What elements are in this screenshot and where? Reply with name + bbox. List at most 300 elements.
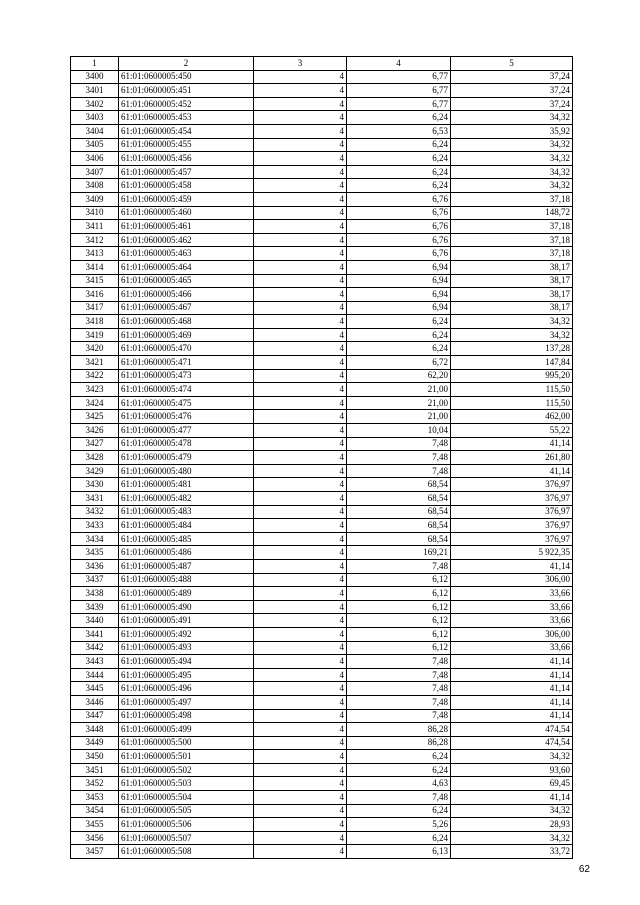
table-cell-col-4: 6,76: [347, 233, 451, 247]
table-cell-col-5: 37,18: [451, 220, 573, 234]
table-cell-col-1: 3455: [71, 818, 119, 832]
table-cell-col-3: 4: [254, 573, 347, 587]
table-cell-col-4: 7,48: [347, 791, 451, 805]
table-cell-col-5: 34,32: [451, 328, 573, 342]
table-cell-col-4: 7,48: [347, 451, 451, 465]
table-cell-col-3: 4: [254, 274, 347, 288]
table-cell-col-5: 376,97: [451, 505, 573, 519]
table-cell-col-4: 6,24: [347, 315, 451, 329]
table-cell-col-5: 38,17: [451, 301, 573, 315]
table-cell-col-2: 61:01:0600005:451: [119, 84, 254, 98]
table-cell-col-2: 61:01:0600005:465: [119, 274, 254, 288]
table-cell-col-1: 3410: [71, 206, 119, 220]
table-cell-col-4: 6,94: [347, 288, 451, 302]
table-row: [71, 179, 573, 193]
table-cell-col-2: 61:01:0600005:457: [119, 165, 254, 179]
table-cell-col-5: 147,84: [451, 356, 573, 370]
table-cell-col-2: 61:01:0600005:502: [119, 763, 254, 777]
table-cell-col-2: 61:01:0600005:505: [119, 804, 254, 818]
table-cell-col-2: 61:01:0600005:484: [119, 519, 254, 533]
table-cell-col-3: 4: [254, 532, 347, 546]
table-cell-col-1: 3430: [71, 478, 119, 492]
table-cell-col-5: 41,14: [451, 709, 573, 723]
table-cell-col-4: 4,63: [347, 777, 451, 791]
table-cell-col-5: 34,32: [451, 152, 573, 166]
table-cell-col-3: 4: [254, 396, 347, 410]
table-cell-col-4: 6,24: [347, 804, 451, 818]
table-cell-col-1: 3457: [71, 845, 119, 859]
table-cell-col-3: 4: [254, 682, 347, 696]
table-cell-col-5: 37,18: [451, 192, 573, 206]
table-cell-col-2: 61:01:0600005:478: [119, 437, 254, 451]
table-cell-col-2: 61:01:0600005:496: [119, 682, 254, 696]
table-cell-col-4: 6,77: [347, 84, 451, 98]
table-cell-col-4: 6,94: [347, 301, 451, 315]
table-cell-col-1: 3420: [71, 342, 119, 356]
table-cell-col-3: 4: [254, 763, 347, 777]
table-row: [71, 274, 573, 288]
table-cell-col-4: 5,26: [347, 818, 451, 832]
table-cell-col-3: 4: [254, 247, 347, 261]
table-cell-col-5: 34,32: [451, 165, 573, 179]
table-cell-col-1: 3423: [71, 383, 119, 397]
table-cell-col-1: 3421: [71, 356, 119, 370]
table-cell-col-3: 4: [254, 206, 347, 220]
table-row: [71, 736, 573, 750]
table-cell-col-2: 61:01:0600005:506: [119, 818, 254, 832]
table-cell-col-2: 61:01:0600005:469: [119, 328, 254, 342]
table-row: [71, 328, 573, 342]
table-cell-col-1: 3413: [71, 247, 119, 261]
table-row: [71, 206, 573, 220]
table-cell-col-3: 4: [254, 505, 347, 519]
table-row: [71, 260, 573, 274]
table-row: [71, 627, 573, 641]
table-cell-col-2: 61:01:0600005:483: [119, 505, 254, 519]
table-cell-col-3: 4: [254, 478, 347, 492]
table-cell-col-4: 21,00: [347, 396, 451, 410]
table-cell-col-4: 6,24: [347, 138, 451, 152]
table-cell-col-4: 7,48: [347, 709, 451, 723]
table-row: [71, 505, 573, 519]
table-header-row: [71, 57, 573, 71]
table-cell-col-1: 3442: [71, 641, 119, 655]
table-cell-col-3: 4: [254, 124, 347, 138]
table-cell-col-1: 3419: [71, 328, 119, 342]
table-cell-col-3: 4: [254, 627, 347, 641]
table-cell-col-2: 61:01:0600005:481: [119, 478, 254, 492]
table-cell-col-4: 6,24: [347, 152, 451, 166]
table-cell-col-3: 4: [254, 464, 347, 478]
table-cell-col-1: 3425: [71, 410, 119, 424]
table-cell-col-3: 4: [254, 804, 347, 818]
table-cell-col-5: 38,17: [451, 274, 573, 288]
table-cell-col-1: 3453: [71, 791, 119, 805]
table-cell-col-2: 61:01:0600005:485: [119, 532, 254, 546]
table-cell-col-5: 474,54: [451, 736, 573, 750]
table-row: [71, 451, 573, 465]
table-cell-col-3: 4: [254, 600, 347, 614]
table-cell-col-1: 3448: [71, 723, 119, 737]
table-row: [71, 288, 573, 302]
table-row: [71, 301, 573, 315]
table-cell-col-2: 61:01:0600005:470: [119, 342, 254, 356]
table-cell-col-2: 61:01:0600005:480: [119, 464, 254, 478]
table-cell-col-2: 61:01:0600005:464: [119, 260, 254, 274]
table-cell-col-3: 4: [254, 668, 347, 682]
table-cell-col-2: 61:01:0600005:453: [119, 111, 254, 125]
table-cell-col-1: 3429: [71, 464, 119, 478]
table-cell-col-5: 376,97: [451, 492, 573, 506]
table-cell-col-4: 68,54: [347, 492, 451, 506]
table-cell-col-2: 61:01:0600005:493: [119, 641, 254, 655]
table-cell-col-4: 6,12: [347, 587, 451, 601]
table-cell-col-4: 6,53: [347, 124, 451, 138]
table-cell-col-1: 3437: [71, 573, 119, 587]
table-cell-col-5: 5 922,35: [451, 546, 573, 560]
table-cell-col-4: 6,24: [347, 111, 451, 125]
table-row: [71, 492, 573, 506]
table-cell-col-5: 38,17: [451, 288, 573, 302]
table-row: [71, 804, 573, 818]
table-cell-col-3: 4: [254, 709, 347, 723]
table-cell-col-3: 4: [254, 587, 347, 601]
table-row: [71, 97, 573, 111]
table-cell-col-2: 61:01:0600005:466: [119, 288, 254, 302]
table-row: [71, 233, 573, 247]
table-cell-col-5: 33,66: [451, 587, 573, 601]
table-cell-col-1: 3400: [71, 70, 119, 84]
table-cell-col-4: 6,77: [347, 70, 451, 84]
table-row: [71, 587, 573, 601]
table-cell-col-5: 33,66: [451, 614, 573, 628]
table-cell-col-1: 3438: [71, 587, 119, 601]
table-cell-col-3: 4: [254, 750, 347, 764]
table-cell-col-5: 34,32: [451, 315, 573, 329]
table-cell-col-3: 4: [254, 641, 347, 655]
table-cell-col-5: 35,92: [451, 124, 573, 138]
table-cell-col-1: 3435: [71, 546, 119, 560]
table-cell-col-1: 3401: [71, 84, 119, 98]
table-cell-col-3: 4: [254, 519, 347, 533]
table-cell-col-5: 41,14: [451, 655, 573, 669]
table-cell-col-4: 6,77: [347, 97, 451, 111]
table-cell-col-2: 61:01:0600005:473: [119, 369, 254, 383]
table-cell-col-2: 61:01:0600005:459: [119, 192, 254, 206]
table-row: [71, 641, 573, 655]
table-cell-col-3: 4: [254, 138, 347, 152]
table-cell-col-3: 4: [254, 328, 347, 342]
table-cell-col-2: 61:01:0600005:503: [119, 777, 254, 791]
table-cell-col-5: 37,18: [451, 233, 573, 247]
table-cell-col-2: 61:01:0600005:497: [119, 695, 254, 709]
table-cell-col-2: 61:01:0600005:500: [119, 736, 254, 750]
table-cell-col-5: 93,60: [451, 763, 573, 777]
table-cell-col-2: 61:01:0600005:491: [119, 614, 254, 628]
table-cell-col-1: 3454: [71, 804, 119, 818]
table-cell-col-3: 4: [254, 84, 347, 98]
table-cell-col-2: 61:01:0600005:455: [119, 138, 254, 152]
table-cell-col-3: 4: [254, 546, 347, 560]
table-cell-col-1: 3404: [71, 124, 119, 138]
table-cell-col-2: 61:01:0600005:461: [119, 220, 254, 234]
table-cell-col-3: 4: [254, 410, 347, 424]
table-cell-col-2: 61:01:0600005:456: [119, 152, 254, 166]
table-row: [71, 356, 573, 370]
table-cell-col-1: 3405: [71, 138, 119, 152]
table-cell-col-3: 4: [254, 111, 347, 125]
column-header-1: 1: [71, 57, 119, 71]
table-cell-col-5: 34,32: [451, 831, 573, 845]
table-cell-col-5: 41,14: [451, 464, 573, 478]
table-row: [71, 695, 573, 709]
table-row: [71, 342, 573, 356]
table-cell-col-3: 4: [254, 492, 347, 506]
table-row: [71, 247, 573, 261]
table-cell-col-3: 4: [254, 655, 347, 669]
table-cell-col-4: 6,24: [347, 342, 451, 356]
table-cell-col-4: 6,12: [347, 600, 451, 614]
table-cell-col-3: 4: [254, 777, 347, 791]
table-row: [71, 546, 573, 560]
table-row: [71, 478, 573, 492]
table-cell-col-1: 3446: [71, 695, 119, 709]
table-row: [71, 559, 573, 573]
table-cell-col-1: 3443: [71, 655, 119, 669]
table-cell-col-1: 3440: [71, 614, 119, 628]
table-cell-col-4: 6,13: [347, 845, 451, 859]
table-cell-col-5: 41,14: [451, 437, 573, 451]
table-cell-col-3: 4: [254, 614, 347, 628]
table-cell-col-4: 7,48: [347, 437, 451, 451]
table-cell-col-3: 4: [254, 179, 347, 193]
table-cell-col-3: 4: [254, 845, 347, 859]
table-row: [71, 831, 573, 845]
column-header-2: 2: [119, 57, 254, 71]
table-cell-col-1: 3445: [71, 682, 119, 696]
table-row: [71, 124, 573, 138]
table-row: [71, 519, 573, 533]
table-cell-col-1: 3434: [71, 532, 119, 546]
table-cell-col-2: 61:01:0600005:462: [119, 233, 254, 247]
table-cell-col-4: 6,12: [347, 573, 451, 587]
table-row: [71, 682, 573, 696]
table-cell-col-4: 86,28: [347, 736, 451, 750]
table-cell-col-2: 61:01:0600005:507: [119, 831, 254, 845]
table-row: [71, 723, 573, 737]
table-cell-col-3: 4: [254, 356, 347, 370]
table-cell-col-3: 4: [254, 451, 347, 465]
table-row: [71, 70, 573, 84]
table-cell-col-4: 68,54: [347, 505, 451, 519]
table-cell-col-1: 3409: [71, 192, 119, 206]
table-cell-col-4: 6,24: [347, 165, 451, 179]
table-cell-col-4: 7,48: [347, 668, 451, 682]
table-cell-col-5: 261,80: [451, 451, 573, 465]
table-cell-col-4: 6,12: [347, 627, 451, 641]
table-row: [71, 424, 573, 438]
table-cell-col-3: 4: [254, 152, 347, 166]
table-row: [71, 655, 573, 669]
table-cell-col-3: 4: [254, 233, 347, 247]
table-cell-col-1: 3433: [71, 519, 119, 533]
table-cell-col-5: 37,24: [451, 97, 573, 111]
table-row: [71, 777, 573, 791]
table-cell-col-4: 6,24: [347, 328, 451, 342]
table-cell-col-4: 6,76: [347, 247, 451, 261]
table-cell-col-4: 6,72: [347, 356, 451, 370]
table-cell-col-1: 3414: [71, 260, 119, 274]
table-cell-col-5: 33,72: [451, 845, 573, 859]
table-row: [71, 532, 573, 546]
table-cell-col-3: 4: [254, 559, 347, 573]
table-row: [71, 220, 573, 234]
table-cell-col-5: 34,32: [451, 750, 573, 764]
table-cell-col-5: 33,66: [451, 600, 573, 614]
table-cell-col-2: 61:01:0600005:498: [119, 709, 254, 723]
table-cell-col-5: 462,00: [451, 410, 573, 424]
table-cell-col-5: 69,45: [451, 777, 573, 791]
table-row: [71, 668, 573, 682]
table-cell-col-4: 6,12: [347, 641, 451, 655]
table-cell-col-5: 37,24: [451, 70, 573, 84]
table-cell-col-3: 4: [254, 723, 347, 737]
page-number: 62: [578, 864, 590, 875]
table-cell-col-5: 115,50: [451, 383, 573, 397]
table-row: [71, 818, 573, 832]
table-cell-col-2: 61:01:0600005:489: [119, 587, 254, 601]
table-cell-col-1: 3426: [71, 424, 119, 438]
table-cell-col-2: 61:01:0600005:495: [119, 668, 254, 682]
table-cell-col-5: 37,24: [451, 84, 573, 98]
table-cell-col-4: 169,21: [347, 546, 451, 560]
table-cell-col-3: 4: [254, 70, 347, 84]
document-page: [70, 56, 572, 859]
column-header-4: 4: [347, 57, 451, 71]
table-cell-col-4: 7,48: [347, 695, 451, 709]
table-cell-col-2: 61:01:0600005:487: [119, 559, 254, 573]
table-cell-col-1: 3441: [71, 627, 119, 641]
table-cell-col-5: 474,54: [451, 723, 573, 737]
table-cell-col-3: 4: [254, 220, 347, 234]
table-cell-col-5: 34,32: [451, 111, 573, 125]
table-cell-col-3: 4: [254, 424, 347, 438]
table-cell-col-5: 33,66: [451, 641, 573, 655]
table-cell-col-3: 4: [254, 192, 347, 206]
table-cell-col-3: 4: [254, 383, 347, 397]
table-cell-col-2: 61:01:0600005:490: [119, 600, 254, 614]
table-cell-col-1: 3447: [71, 709, 119, 723]
table-cell-col-5: 34,32: [451, 804, 573, 818]
table-cell-col-4: 62,20: [347, 369, 451, 383]
table-cell-col-1: 3416: [71, 288, 119, 302]
table-cell-col-1: 3408: [71, 179, 119, 193]
table-row: [71, 396, 573, 410]
table-cell-col-2: 61:01:0600005:476: [119, 410, 254, 424]
table-cell-col-1: 3428: [71, 451, 119, 465]
table-cell-col-1: 3407: [71, 165, 119, 179]
table-cell-col-5: 148,72: [451, 206, 573, 220]
table-cell-col-1: 3431: [71, 492, 119, 506]
table-cell-col-2: 61:01:0600005:504: [119, 791, 254, 805]
table-row: [71, 464, 573, 478]
table-cell-col-2: 61:01:0600005:468: [119, 315, 254, 329]
table-cell-col-1: 3450: [71, 750, 119, 764]
table-row: [71, 709, 573, 723]
table-cell-col-4: 21,00: [347, 383, 451, 397]
table-cell-col-5: 41,14: [451, 791, 573, 805]
table-row: [71, 845, 573, 859]
table-row: [71, 192, 573, 206]
table-cell-col-2: 61:01:0600005:458: [119, 179, 254, 193]
table-cell-col-3: 4: [254, 437, 347, 451]
table-cell-col-2: 61:01:0600005:452: [119, 97, 254, 111]
table-row: [71, 165, 573, 179]
table-cell-col-4: 6,76: [347, 220, 451, 234]
table-cell-col-1: 3403: [71, 111, 119, 125]
table-cell-col-2: 61:01:0600005:501: [119, 750, 254, 764]
table-cell-col-5: 41,14: [451, 668, 573, 682]
table-cell-col-4: 6,76: [347, 206, 451, 220]
table-cell-col-2: 61:01:0600005:460: [119, 206, 254, 220]
table-cell-col-2: 61:01:0600005:454: [119, 124, 254, 138]
table-cell-col-4: 68,54: [347, 478, 451, 492]
table-cell-col-2: 61:01:0600005:482: [119, 492, 254, 506]
table-cell-col-2: 61:01:0600005:450: [119, 70, 254, 84]
table-cell-col-2: 61:01:0600005:499: [119, 723, 254, 737]
table-cell-col-1: 3427: [71, 437, 119, 451]
table-row: [71, 138, 573, 152]
table-cell-col-3: 4: [254, 165, 347, 179]
table-row: [71, 763, 573, 777]
table-cell-col-5: 376,97: [451, 519, 573, 533]
table-cell-col-3: 4: [254, 736, 347, 750]
table-row: [71, 152, 573, 166]
table-row: [71, 111, 573, 125]
table-cell-col-5: 376,97: [451, 478, 573, 492]
table-cell-col-1: 3436: [71, 559, 119, 573]
table-cell-col-1: 3422: [71, 369, 119, 383]
table-row: [71, 410, 573, 424]
table-cell-col-1: 3411: [71, 220, 119, 234]
table-cell-col-1: 3452: [71, 777, 119, 791]
table-cell-col-5: 37,18: [451, 247, 573, 261]
table-cell-col-4: 6,12: [347, 614, 451, 628]
column-header-3: 3: [254, 57, 347, 71]
table-cell-col-3: 4: [254, 97, 347, 111]
table-cell-col-2: 61:01:0600005:494: [119, 655, 254, 669]
table-cell-col-5: 995,20: [451, 369, 573, 383]
table-cell-col-1: 3418: [71, 315, 119, 329]
table-cell-col-3: 4: [254, 301, 347, 315]
table-cell-col-4: 6,24: [347, 763, 451, 777]
table-cell-col-4: 7,48: [347, 682, 451, 696]
table-cell-col-4: 86,28: [347, 723, 451, 737]
table-cell-col-4: 7,48: [347, 559, 451, 573]
table-cell-col-1: 3402: [71, 97, 119, 111]
table-row: [71, 84, 573, 98]
table-cell-col-2: 61:01:0600005:508: [119, 845, 254, 859]
table-cell-col-3: 4: [254, 791, 347, 805]
table-cell-col-1: 3406: [71, 152, 119, 166]
table-cell-col-5: 376,97: [451, 532, 573, 546]
table-cell-col-1: 3449: [71, 736, 119, 750]
table-cell-col-2: 61:01:0600005:471: [119, 356, 254, 370]
table-cell-col-1: 3415: [71, 274, 119, 288]
table-cell-col-2: 61:01:0600005:475: [119, 396, 254, 410]
table-cell-col-1: 3456: [71, 831, 119, 845]
table-cell-col-4: 6,24: [347, 179, 451, 193]
